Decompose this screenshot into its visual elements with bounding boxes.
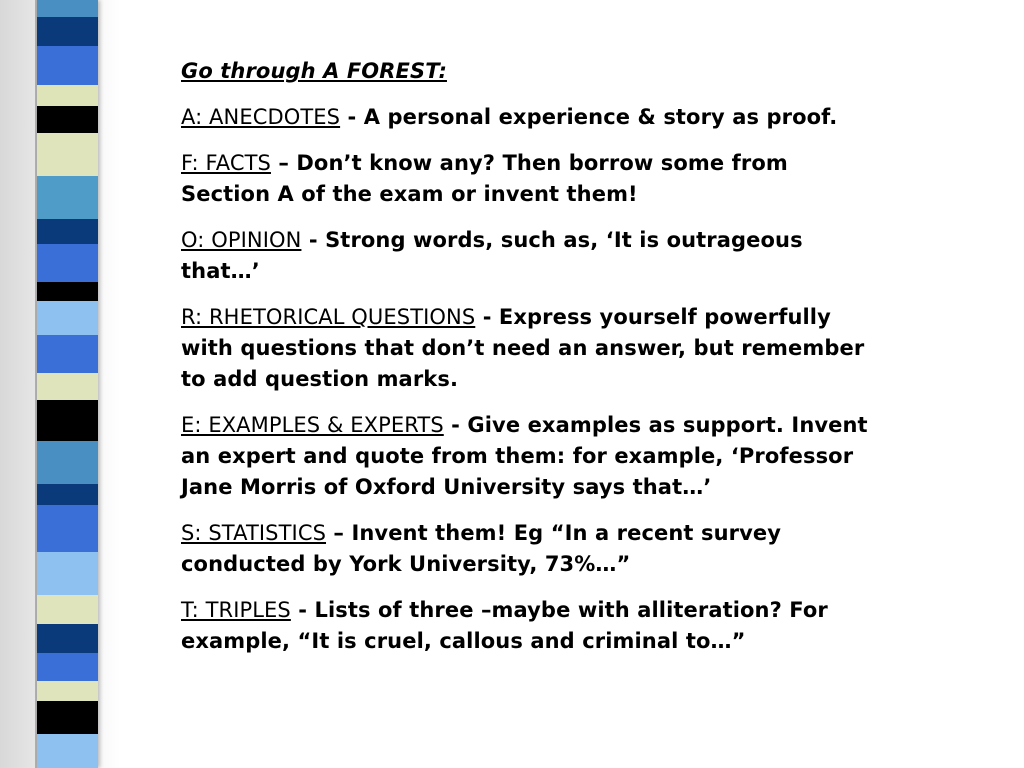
- item-term: T: TRIPLES: [181, 598, 291, 622]
- decorative-stripe: [37, 0, 98, 768]
- item-term: A: ANECDOTES: [181, 105, 341, 129]
- stripe-band: [37, 552, 98, 595]
- stripe-band: [37, 505, 98, 551]
- item-term: R: RHETORICAL QUESTIONS: [181, 305, 476, 329]
- stripe-band: [37, 653, 98, 682]
- stripe-band: [37, 701, 98, 735]
- stripe-band: [37, 133, 98, 176]
- item-text: - Lists of three –maybe with alliteration? For example, “It is cruel, callous and criminal to…”: [181, 598, 828, 653]
- stripe-band: [37, 484, 98, 505]
- stripe-band: [37, 301, 98, 335]
- stripe-band: [37, 244, 98, 283]
- slide-heading: Go through A FOREST:: [181, 59, 447, 83]
- stripe-band: [37, 85, 98, 106]
- item-text: - Strong words, such as, ‘It is outrageous that…’: [181, 228, 803, 283]
- stripe-band: [37, 734, 98, 768]
- item-text: – Invent them! Eg “In a recent survey conducted by York University, 73%…”: [181, 521, 781, 576]
- list-item: [181, 595, 881, 657]
- stripe-band: [37, 441, 98, 484]
- stripe-band: [37, 219, 98, 243]
- list-item: [181, 410, 881, 503]
- stripe-band: [37, 681, 98, 700]
- list-item: [181, 102, 881, 133]
- stripe-band: [37, 17, 98, 46]
- stripe-band: [37, 335, 98, 374]
- list-item: [181, 225, 881, 287]
- item-text: - A personal experience & story as proof.: [340, 105, 838, 129]
- stripe-band: [37, 0, 98, 17]
- slide-content: [181, 56, 881, 672]
- stripe-band: [37, 624, 98, 653]
- stripe-band: [37, 46, 98, 85]
- item-term: S: STATISTICS: [181, 521, 327, 545]
- stripe-band: [37, 176, 98, 219]
- stripe-band: [37, 373, 98, 400]
- stripe-band: [37, 595, 98, 624]
- list-item: [181, 518, 881, 580]
- stripe-band: [37, 400, 98, 440]
- item-term: E: EXAMPLES & EXPERTS: [181, 413, 444, 437]
- stripe-band: [37, 106, 98, 133]
- stripe-band: [37, 282, 98, 301]
- item-term: O: OPINION: [181, 228, 302, 252]
- list-item: [181, 148, 881, 210]
- list-item: [181, 302, 881, 395]
- item-text: - Give examples as support. Invent an expert and quote from them: for example, ‘Professor Jane Morris of Oxford University says that…’: [181, 413, 868, 499]
- item-text: – Don’t know any? Then borrow some from Section A of the exam or invent them!: [181, 151, 788, 206]
- item-text: - Express yourself powerfully with questions that don’t need an answer, but remember to add question marks.: [181, 305, 865, 391]
- item-term: F: FACTS: [181, 151, 271, 175]
